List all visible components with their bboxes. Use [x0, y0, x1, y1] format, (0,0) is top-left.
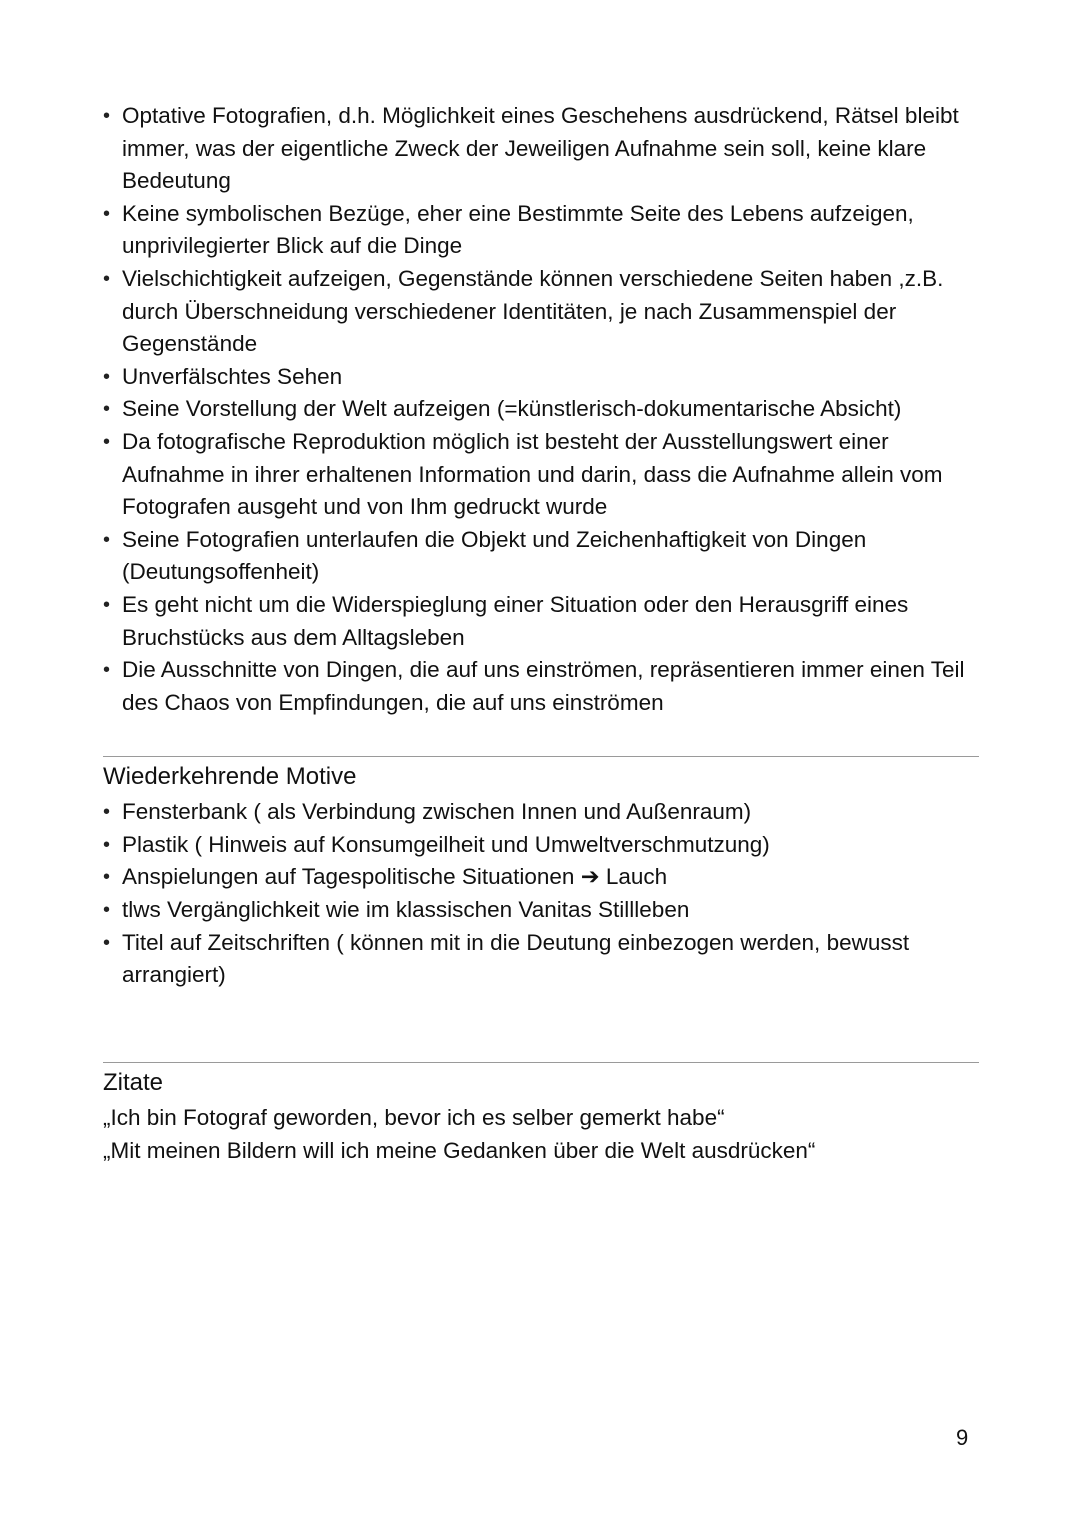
list-item: • Seine Fotografien unterlaufen die Objekt und Zeichenhaftigkeit von Dingen (Deutungsoffenheit) — [103, 524, 979, 589]
list-item: • Da fotografische Reproduktion möglich ist besteht der Ausstellungswert einer Aufnahme in ihrer erhaltenen Information und darin, dass die Aufnahme allein vom Fotografen ausgeht und von Ihm gedruckt wurde — [103, 426, 979, 524]
list-item: • Titel auf Zeitschriften ( können mit in die Deutung einbezogen werden, bewusst arrangiert) — [103, 927, 979, 992]
list-item-politics — [103, 861, 979, 894]
page-content — [103, 100, 979, 1167]
list-item: • Keine symbolischen Bezüge, eher eine Bestimmte Seite des Lebens aufzeigen, unprivilegierter Blick auf die Dinge — [103, 198, 979, 263]
intro-bullet-list — [103, 100, 979, 719]
list-item: • Plastik ( Hinweis auf Konsumgeilheit und Umweltverschmutzung) — [103, 829, 979, 862]
list-item: • Vielschichtigkeit aufzeigen, Gegenstände können verschiedene Seiten haben ,z.B. durch Überschneidung verschiedener Identitäten, je nach Zusammenspiel der Gegenstände — [103, 263, 979, 361]
list-item: • Es geht nicht um die Widerspieglung einer Situation oder den Herausgriff eines Bruchstücks aus dem Alltagsleben — [103, 589, 979, 654]
motive-bullet-list — [103, 796, 979, 992]
list-item: • tlws Vergänglichkeit wie im klassischen Vanitas Stillleben — [103, 894, 979, 927]
quote: „Ich bin Fotograf geworden, bevor ich es selber gemerkt habe“ — [103, 1104, 725, 1130]
list-item: • Fensterbank ( als Verbindung zwischen Innen und Außenraum) — [103, 796, 979, 829]
list-item: • Optative Fotografien, d.h. Möglichkeit eines Geschehens ausdrückend, Rätsel bleibt immer, was der eigentliche Zweck der Jeweiligen Aufnahme sein soll, keine klare Bedeutung — [103, 100, 979, 198]
quote: „Mit meinen Bildern will ich meine Gedanken über die Welt ausdrücken“ — [103, 1137, 816, 1163]
arrow-right-icon: ➔ — [580, 864, 600, 890]
list-item: • Die Ausschnitte von Dingen, die auf uns einströmen, repräsentieren immer einen Teil des Chaos von Empfindungen, die auf uns einströmen — [103, 654, 979, 719]
page-number: 9 — [956, 1425, 969, 1450]
politics-suffix: Lauch — [605, 864, 668, 890]
list-item: • Unverfälschtes Sehen — [103, 361, 979, 394]
section-title-motive: Wiederkehrende Motive — [103, 763, 357, 791]
politics-text: Anspielungen auf Tagespolitische Situationen — [122, 864, 575, 890]
section-title-zitate: Zitate — [103, 1068, 164, 1096]
list-item: • Seine Vorstellung der Welt aufzeigen (=künstlerisch-dokumentarische Absicht) — [103, 393, 979, 426]
